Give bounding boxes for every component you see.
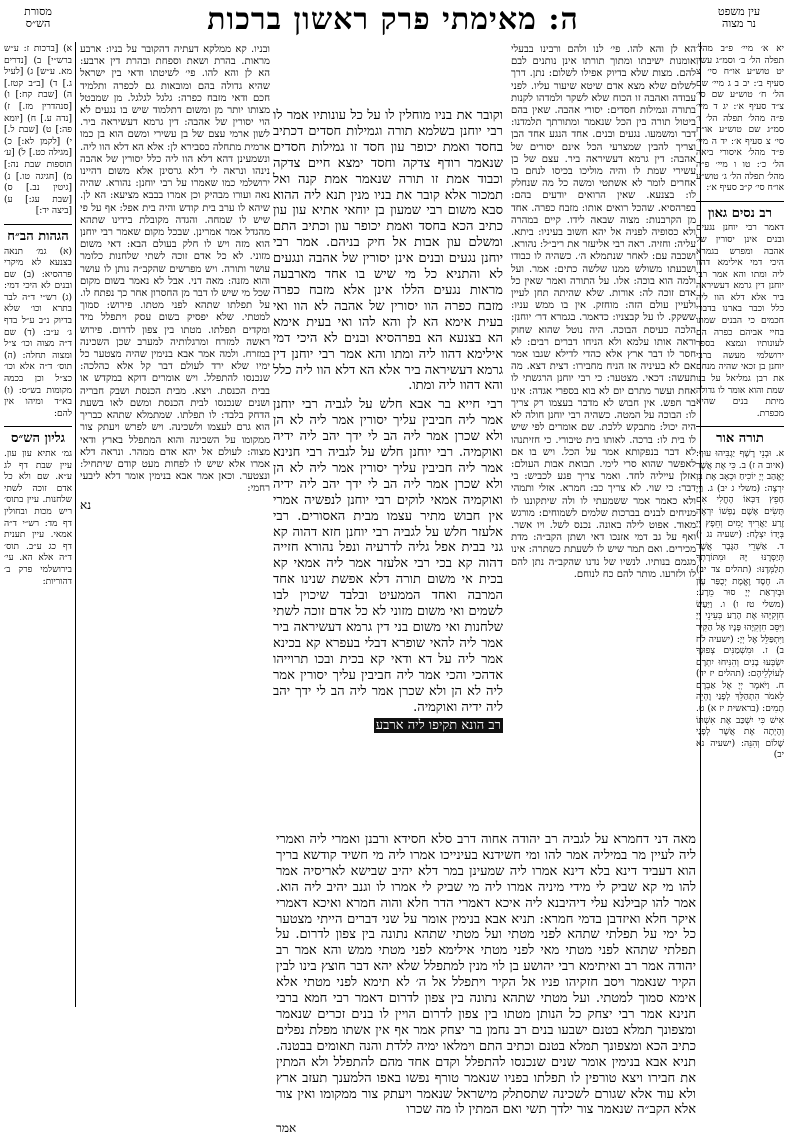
catchword: אמר (276, 1121, 297, 1136)
gemara-intro: וקובר את בניו מוחלין לו על כל עונותיו אמר לו רבי יוחנן בשלמא תורה וגמילות חסדים דכתיב בחסד ואמת יכופר עון חסד זו גמילות חסדים שנאמר רודף צדקה וחסד ימצא חיים צדקה וכבוד אמת זו תורה שנאמר אמת קנה ואל תמכור אלא קובר את בניו מנין תנא ליה ההוא סבא משום רבי שמעון בן יוחאי אתיא עון עון כתיב הכא בחסד ואמת יכופר עון וכתיב התם ומשלם עון אבות אל חיק בניהם. אמר רבי יוחנן נגעים ובנים אינן יסורין של אהבה ונגעים לא והתניא כל מי שיש בו אחד מארבעה מראות נגעים הללו אינן אלא מזבח כפרה מזבח כפרה הוו יסורין של אהבה לא הוו ואי בעית אימא הא לן והא להו ואי בעית אימא הא בצנעא הא בפרהסיא ובנים לא היכי דמי אילימא דהוו ליה ומתו והא אמר רבי יוחנן דין גרמא דעשיראה ביר אלא הא דלא הוו ליה כלל והא דהוו ליה ומתו. (273, 108, 503, 394)
tosafot-text: ובניו. קא ממלקא דעתיה דהקובר על בניו: ארבע מראות. בהרת ושאת וספחת ובהרת דין ארבע: הא לן והא להו. פי׳ לשיטתו ודאי בין ישראל שהיא גדולה בהם ומובאות גם לכפרה ותלמיד חכם ודאי מזבח כפרה: גלגל לגלגל. מן שמבטל מצותו יותר מן ומשום דתלמוד שיש בו נגעים לא הוי יסורין של אהבה: דין גרמא דעשיראה ביר. לשון ארמי עצם של בן עשירי ומשם הוא בן כמו ארמית מתחלה כסבירא לן: אלא הא דלא הוו ליה. ונשמעינן דהא דלא הוו ליה כלל יסורין של אהבה נינהו ונראה לי דלא גרסינן אלא משום דהיינו ירושלמי כמו שאמרו על רבי יוחנן: נהורא. שהיה נאה ועורו מבהיק וכן אמרו בבבא מציעא: הא לן. שיהא לו ערב בית קודש והיה בית אפל: אף על פי שיש לו שמחה. והגדה מקובלת בידינו שתהא מהגדל אמר אמרינן. שבכל מקום שאמר רבי יוחנן הוא מזה ויש לו חלק בעולם הבא: דאי משום מזוני. לא כל אדם זוכה לשתי שלחנות כלומר עושר ותורה. ויש מפרשים שהקב״ה נותן לו עושר והוא מזנה: מאה דני. אבל לא נאמר בשום מקום שכל מי שיש לו דבר מן החסרון אחר כך נפתח לו. על תפלתו שתהא לפני מטתו. פירוש: סמוך למטתי. שלא יפסיק בשום עסק ויתפלל מיד ומקדים תפלתו. מטתו בין צפון לדרום. פירוש ראשה למזרח ומרגלותיה למערב שכן השכינה במזרח. ולמה אמר אבא בנימין שהיה מצטער כל ימיו שלא ירד לעולם דבר קל אלא כהלכה: שנכנסו להתפלל. ויש אומרים דוקא במקדש או בבית הכנסת. ויצא. מבית הכנסת ושבק חבריה ושנים שנכנסו לבית הכנסת ומשם לאו בשעת הדחק בלבד: לו תפלתו. שמתמלא שתהא כבריך הוא גרם לעצמו ולשכינה. ויש לפרש ויעתק צור ממקומו על השכינה והוא המתפלל בארץ ודאי מצוה: לעולם אל יהא אדם ממהר. ונראה דלא אמרו אלא שיש לו לפחות מעט קודם שיתחיל: ונצטער. וכאן אמר אבא בנימין אומר דלא ליבעי רחמי: (80, 44, 270, 495)
right-margin (696, 44, 784, 1004)
tosafot-column (80, 44, 270, 834)
gilyon-heading: גליון הש״ס (11, 431, 65, 447)
gemara-story: רבי חייא בר אבא חלש על לגביה רבי יוחנן אמר ליה חביבין עליך יסורין אמר ליה לא הן ולא שכרן אמר ליה הב לי ידך יהב ליה ידיה ואוקמיה. רבי יוחנן חלש על לגביה רבי חנינא אמר ליה חביבין עליך יסורין אמר ליה לא הן ולא שכרן אמר ליה הב לי ידך יהב ליה ידיה ואוקמיה אמאי לוקים רבי יוחנן לנפשיה אמרי אין חבוש מתיר עצמו מבית האסורים. רבי אלעזר חלש על לגביה רבי יוחנן חזא דהוה קא גני בבית אפל גליה לדרעיה ונפל נהורא חזייה דהוה קא בכי רבי אלעזר אמר ליה אמאי קא בכית אי משום תורה דלא אפשת שנינו אחד המרבה ואחד הממעיט ובלבד שיכוין לבו לשמים ואי משום מזוני לא כל אדם זוכה לשתי שלחנות ואי משום בני דין גרמא דעשיראה ביר אמר ליה להאי שופרא דבלי בעפרא קא בכינא אמר ליה על דא ודאי קא בכית ובכו תרוייהו אדהכי והכי אמר ליה חביבין עליך יסורין אמר ליה לא הן ולא שכרן אמר ליה הב לי ידך יהב ליה ידיה ואוקמיה. (273, 397, 503, 715)
tosafot-end-mark: נא (80, 497, 92, 512)
gemara-continuation-text: מאה דני דחמרא על לגביה רב יהודה אחוה דרב סלא חסידא ורבנן ואמרי ליה ואמרי ליה לעיין מר במיליה אמר להו ומי חשידנא בעינייכו אמרו ליה מי חשיד קודשא בריך הוא דעביד דינא בלא דינא אמרו ליה שמעינן במר דלא יהיב שבישא לאריסיה אמר להו מי קא שביק לי מידי מיניה אמרו ליה מי שביק לי אמרו לו וגנב יהיב ליה הוא. אמר להו קבילנא עלי דיהיבנא ליה איכא דאמרי הדר חלא והוה חמרא ואיכא דאמרי איקר חלא ואיזדבן בדמי חמרא: תניא אבא בנימין אומר על שני דברים הייתי מצטער כל ימי על תפלתי שתהא לפני מטתי ועל מטתי שתהא נתונה בין צפון לדרום. על תפלתי שתהא לפני מטתי מאי לפני מטתי אילימא לפני מטתי ממש והא אמר רב יהודה אמר רב ואיתימא רבי יהושע בן לוי מנין למתפלל שלא יהא דבר חוצץ בינו לבין הקיר שנאמר ויסב חזקיהו פניו אל הקיר ויתפלל אל ה׳ לא תימא לפני מטתי אלא אימא סמוך למטתי. ועל מטתי שתהא נתונה בין צפון לדרום דאמר רבי חמא ברבי חנינא אמר רבי יצחק כל הנותן מטתו בין צפון לדרום הויין לו בנים זכרים שנאמר ומצפונך תמלא בטנם ישבעו בנים רב נחמן בר יצחק אמר אף אין אשתו מפלת נפלים כתיב הכא ומצפונך תמלא בטנם וכתיב התם וימלאו ימיה ללדת והנה תאומים בבטנה. תניא אבא בנימין אומר שנים שנכנסו להתפלל וקדם אחד מהם להתפלל ולא המתין את חבירו ויצא טורפין לו תפלתו בפניו שנאמר טורף נפשו באפו הלמענך תעזב ארץ ולא עוד אלא שגורם לשכינה שתסתלק מישראל שנאמר ויעתק צור ממקומו ואין צור אלא הקב״ה שנאמר צור ילדך תשי ואם המתין לו מה שכרו (276, 832, 696, 1118)
left-margin-divider (75, 42, 76, 1007)
torah-or-heading: תורה אור (716, 431, 764, 447)
gemara-continuation (276, 832, 696, 1136)
gilyon-text: גמ׳ אתיא עון עון. עיין שבת דף לג ע״א. שם ולא כל אדם זוכה לשתי שלחנות. עיין בתוס׳ ריש מכות ובחולין דף מד: רש״י ד״ה אמאי. עיין תענית דף כג ע״ב. תוס׳ ד״ה אלא הא. עי׳ בירושלמי פרק ב׳ דהוריות: (4, 449, 72, 587)
page-title: ה: מאימתי פרק ראשון ברכות (207, 2, 579, 37)
torah-or-text: א. וּבְנֵי רֶשֶׁף יַגְבִּיהוּ עוּף: (איוב ה ז) ב. כִּי אֶת אֲשֶׁר יֶאֱהַב יְיָ יוֹכִיחַ וּכְאָב אֶת בֵּן יִרְצֶה: (משלי ג יב) ג. וַיְיָ חָפֵץ דַּכְּאוֹ הֶחֱלִי אִם תָּשִׂים אָשָׁם נַפְשׁוֹ יִרְאֶה זֶרַע יַאֲרִיךְ יָמִים וְחֵפֶץ יְיָ בְּיָדוֹ יִצְלָח: (ישעיה נג י) ד. אַשְׁרֵי הַגֶּבֶר אֲשֶׁר תְּיַסְּרֶנּוּ יָּהּ וּמִתּוֹרָתְךָ תְלַמְּדֶנּוּ: (תהלים צד יב) ה. חֶסֶד וֶאֱמֶת יְכֻפַּר עָוֹן וּבְיִרְאַת יְיָ סוּר מֵרָע: (משלי טז ו) ו. וַיַּעַשׂ חִזְקִיָּהוּ אֶת הָרַע בְּעֵינֵי יְיָ וַיִּסֵּב חִזְקִיָּהוּ פָּנָיו אֶל הַקִּיר וַיִּתְפַּלֵּל אֶל יְיָ: (ישעיה לח ב) ז. וּמִשְׁמַנִּים צְפוּנְךָ יִשְׂבְּעוּ בָנִים וְהִנִּיחוּ יִתְרָם לְעוֹלְלֵיהֶם: (תהלים יז יד) ח. וַיֹּאמֶר יְיָ אֶל אַבְרָם לֵאמֹר הִתְהַלֵּךְ לְפָנַי וֶהְיֵה תָמִים: (בראשית יז א) ט. אִישׁ כִּי יִשְׁכַּב אֶת אִשְׁתּוֹ וְהָיְתָה אֶת אֲשֶׁר לְפָנַי שָׁלוֹם וְהִנֵּה: (ישעיה נא יב) (696, 449, 784, 761)
masoret-label: מסורת הש״ס (24, 5, 52, 30)
ein-mishpat-text: יא א׳ מיי׳ פ״ב מהל׳ תפלה הל׳ ב׳ וסמ״ג עשין יט טוש״ע או״ח סי׳ צ סעיף ב׳: יב ב ג מיי׳ שם הל׳ ח׳ טוש״ע שם סי׳ צ״ד סעיף א׳: יג ד מיי׳ פ״ה מהל׳ תפלה הל׳ ו׳ סמ״ג שם טוש״ע או״ח סי׳ צ סעיף א׳: יד ה מיי׳ פ״ד מהל׳ איסורי ביאה הל׳ כ׳: טו ו מיי׳ פ״ה מהל׳ תפלה הל׳ ג׳ טוש״ע או״ח סי׳ ק״ב סעיף א׳: (696, 44, 784, 194)
rashi-text: הא לן והא להו. פי׳ לנו ולהם ורבינו בבעלי אומנות ישיבתו ומתוך תורתו אינן נותנים לבם להם. מצות שלא בדיוק אפילו לשלום: נתן. דרך לשלום שלא מצא אדם שיטא שיעור עליו. לפני עבודה ואהבה זו הכוח שלא לשקר ולמדהו לקנות בתורה וגמילות חסדים: יסורי אהבה. שאין בהם ביטול תורה בין הכל שנאמר ומתורתך תלמדנו: דבר ומשמעו. נגעים ובנים. אחד הנגע אחד הבן וצריך להבין שמצרעי הכל אינם יסורים של אהבה: דין גרמא דעשיראה ביר. עצם של בן עשירי שמת לו והיה מוליכו בכיסו לנחם בו אחרים לומר לא אשתטי ומשה כל מה שנחלק לו: בצנעא. שאין הרואים יודעים בהם: בפרהסיא. שהכל רואים אותו: מזבח כפרה. אחד מן הקרבנות: מצוה שבאה לידו. קיים במהרה ולא כסופיה לפניה אל יהא חשוב בעיניו: ביתא. עליה: וחזיה. ראה רבי אליעזר את ריב״ל: נהורא. ושכבה עם: לאחר שנתמלא ה׳. כשהיה לו כבודו ושבעתו משולש ממנו שלשה כתים: אמר. ועל ולמה הוא בוכה: אלו. על התורה ואמר שאין כל אדם זוכה לה: אורות. שלא שהיתה תחן לעיין ולעיין עולם הזה: מוחזק. אין בו ממש עניו: ששקק. לו על קבצניו: כדאמר. בגמרא דר׳ יוחנן: הלכה כעיסת הבוכה. היה נוטל שהוא שחוק וראה אותו עלמא ולא הניחו דברים רבים: לא חסר לו דבר ארץ אלא כהדי לדילא שגבו אמר אם לא בעיניה אז הניח מחבירו: דצית דצא. מה תעשה: דכאי. מצטער: כי רבי יוחנן הרגשתי לו אחת ועשר מתרם יום לא בוא בספרי אגדה: אינו בר חפש. אין חבוש לא מדבר בעצמו רק צריך לו: הבוכה על המטה. כשהיה רבי יוחנן חולה לא היה יכול: מתבקש ללכת. שם אומרים לפי שיש לו בית לו: ברכה. לאותו בית טיבורי. כי חזיתנהו לא דבר בנפקותא אמר על הכל. ויש בו אם לאפשר שהוא סרי לימי. תבואת אבות העולם: אזלן עייליה לחד. ואמר צריך פגע לכביש: בי דבר: כי שוי. לא צריך כב: חמרא. אזלי ותמהי ולא כאמר אמר ששמעתי לו ולה שיתקוננו לו מניחים לבנים בברכות שלמים לשמוחים: מורגש מאוד. אפוט לילה באונה. נכנס לשל. ויו אשר. ואף על גב דמי אזנכו דאי ושתן הקב״ה: מדת מכירים. ואם תמר שיש לו לשעתת כשתרה: אינו מגמם בנותיו. לנשיו של נדנו שהקב״ה נתן להם לו ולזרעו. מותר להם כח לנוחם. (511, 44, 696, 580)
gemara-column (273, 108, 503, 828)
rav-nissim-heading: רב נסים גאון (707, 205, 773, 221)
highlighted-phrase[interactable]: רב הונא תקיפו ליה ארבע (375, 718, 501, 734)
hagahot-text: (א) גמ׳ תנאה בצנעא לא מיקרי פרהסיא: (ב) שם ובנים לא היכי דמי: (ג) רש״י ד״ה לבר בתרא וכו׳ שלא בדיוק נ״ב ע״ל בדף ג׳ ע״ב: (ד) שם ד״ה מצוה וכו׳ צ״ל ומצוה תחלה: (ה) תוס׳ ד״ה אלא וכו׳ כצ״ל וכן בכמה מקומות בש״ס: (ו) בא״ד ומיהו אין להם: (4, 246, 72, 419)
margin-divider (696, 201, 784, 202)
margin-divider (4, 426, 72, 427)
margin-divider (4, 224, 72, 225)
page-header (0, 0, 788, 40)
left-margin (4, 44, 72, 1004)
rav-nissim-text: דאמר רבי יוחנן נגעים ובנים אינן יסורין של אהבה ומפרש בגמרא היכי דמי אילימא דהוו ליה ומתו והא אמר רבי יוחנן דין גרמא דעשיראה ביר אלא דלא הוו ליה כלל וכבר בארנו בדברי חכמים כי הבנים שמתו בחיי אביהם כפרה הם לעונותיו ונמצא בספר ירושלמי מעשה ברבי יוחנן בן זכאי שהיה מנחם את רבן גמליאל על בנו שמת והוא אומר לו גדולה מיתת בנים שהיא מכפרת. (696, 223, 784, 419)
hagahot-heading: הגהות הב״ח (7, 228, 69, 244)
margin-divider (696, 426, 784, 427)
rashi-column (511, 44, 696, 834)
ein-mishpat-label: עין משפט נר מצוה (717, 5, 761, 30)
masoret-text: א) [ברכות ז: ע״ש ברש״י] ב) [נדרים מא. ע״ש] ג) [לעיל ג.] ד) [ב״ב קטז.] ה) [שבת קח:] ו) [סנהדרין מז.] ז) [נדה ע.] ח) [יומא פה:] ט) [שבת ל.] י) [לקמן לא:] כ) [מגילה כט.] ל) [ע׳ תוספות שבת נה:] מ) [חגיגה טו.] נ) [גיטין נב.] ס) [שבת עג:] ע) [ביצה יד:] (4, 44, 72, 217)
